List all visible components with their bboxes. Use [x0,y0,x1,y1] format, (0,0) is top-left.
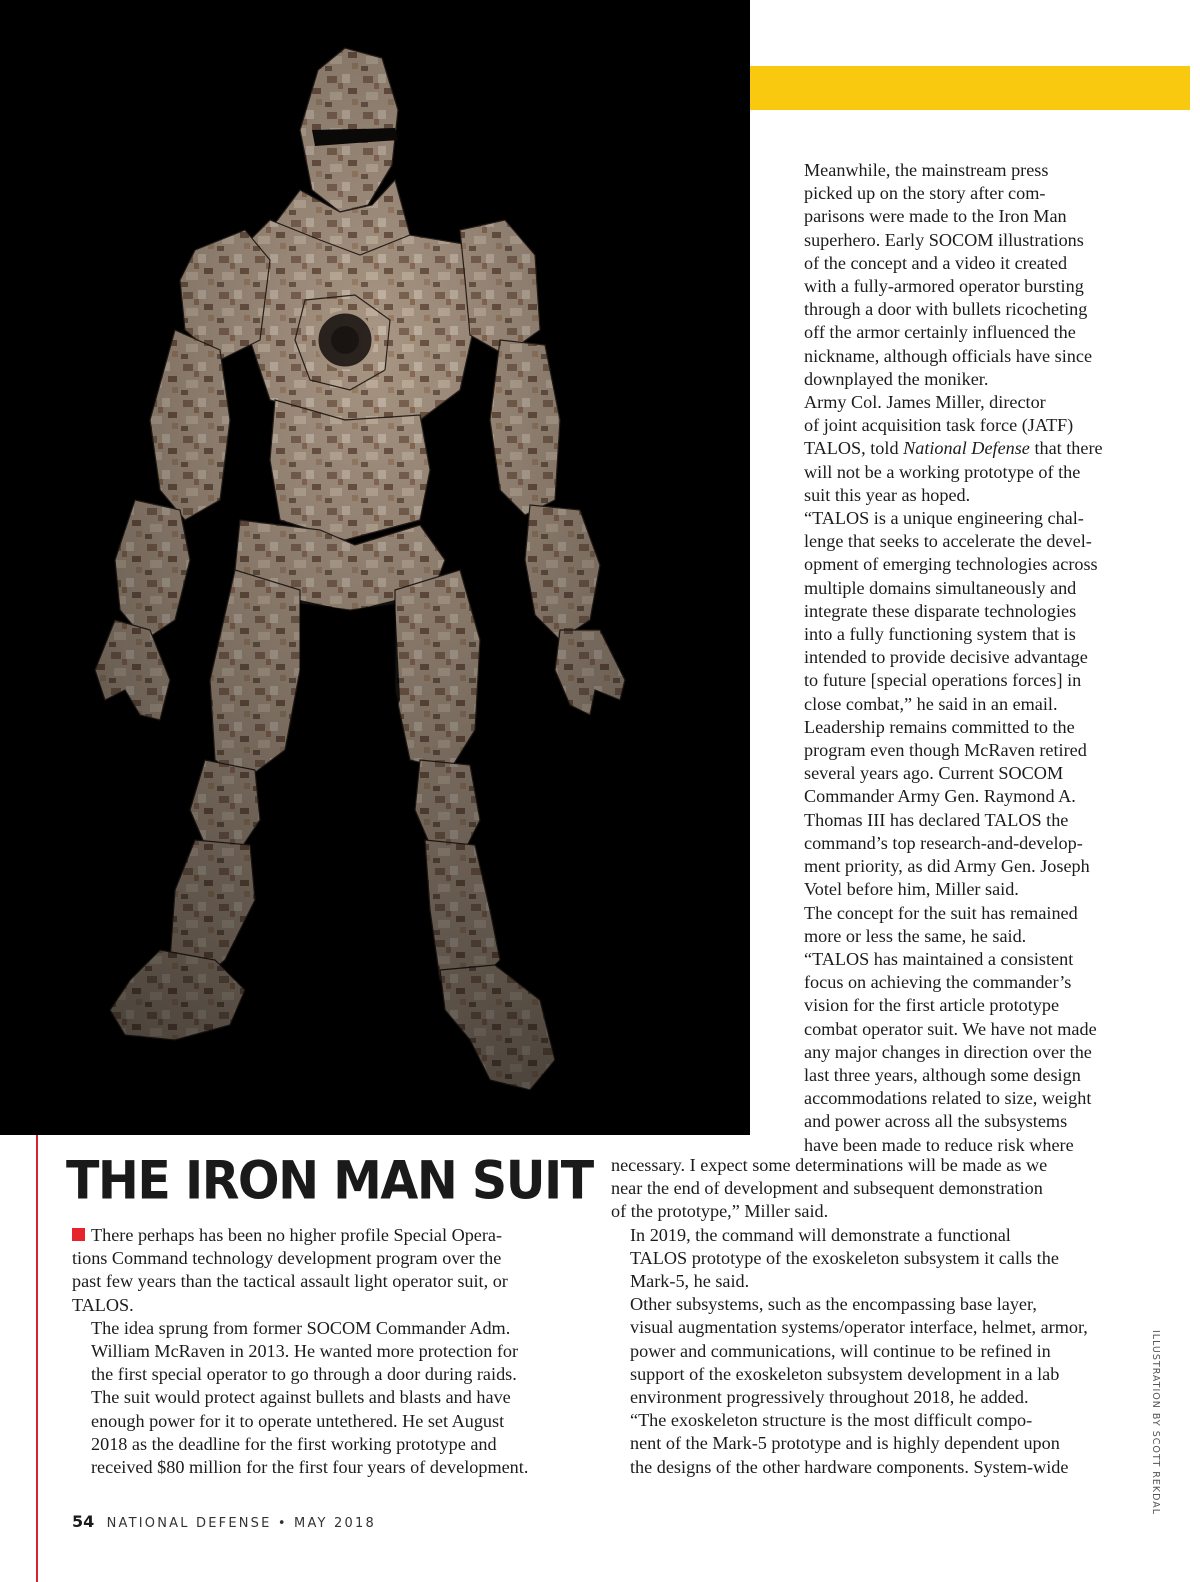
text-line: tions Command technology development program over the [72,1248,502,1269]
text-line: 2018 as the deadline for the first working prototype and [91,1433,497,1454]
text-line: Other subsystems, such as the encompassing base layer, [630,1294,1037,1315]
page-folio [72,1512,376,1531]
text-line: Meanwhile, the mainstream press [804,160,1049,180]
text-line: William McRaven in 2013. He wanted more protection for [91,1341,519,1362]
text-line: of joint acquisition task force (JATF) [804,415,1074,436]
text-line: The idea sprung from former SOCOM Commander Adm. [91,1317,511,1338]
text-line: intended to provide decisive advantage [804,647,1088,668]
right-column-bottom [611,1154,1121,1479]
text-line: ment priority, as did Army Gen. Joseph [804,856,1090,877]
paragraph [611,1224,1121,1294]
text-line: power and communications, will continue to be refined in [630,1340,1051,1361]
paragraph [785,948,1130,1157]
text-line: parisons were made to the Iron Man [804,206,1067,227]
text-line: suit this year as hoped. [804,484,971,505]
text-line: “TALOS is a unique engineering chal- [804,508,1084,529]
paragraph [785,507,1130,716]
text-line: nickname, although officials have since [804,345,1093,366]
text-line: There perhaps has been no higher profile Special Opera- [72,1224,572,1247]
text-line: The concept for the suit has remained [804,902,1078,923]
hero-illustration [0,0,750,1135]
text-line: multiple domains simultaneously and [804,577,1077,598]
text-line: TALOS. [72,1294,134,1315]
paragraph [611,1293,1121,1409]
text-line: program even though McRaven retired [804,740,1087,761]
text-line: several years ago. Current SOCOM [804,763,1064,784]
text-line: the designs of the other hardware components. System-wide [630,1456,1069,1477]
text-line: Army Col. James Miller, director [804,392,1046,413]
text-line: focus on achieving the commander’s [804,972,1072,993]
paragraph [611,1409,1121,1479]
right-column-top [785,159,1130,1157]
text-line: The suit would protect against bullets and blasts and have [91,1387,511,1408]
text-line: with a fully-armored operator bursting [804,276,1084,297]
text-line: necessary. I expect some determinations will be made as we [611,1155,1048,1175]
text-line: environment progressively throughout 2018, he added. [630,1387,1029,1408]
text-line: off the armor certainly influenced the [804,322,1076,343]
text-line: to future [special operations forces] in [804,670,1082,691]
text-line: In 2019, the command will demonstrate a functional [630,1224,1011,1245]
section-accent-bar [750,66,1190,110]
text-line: near the end of development and subsequent demonstration [611,1178,1043,1199]
left-column [72,1224,572,1479]
text-line: into a fully functioning system that is [804,624,1076,645]
publication-name: National Defense [903,438,1030,459]
text-line: last three years, although some design [804,1064,1081,1085]
publication-line: NATIONAL DEFENSE • MAY 2018 [106,1516,376,1531]
text-line: TALOS, told National Defense that there [804,438,1103,459]
text-line: any major changes in direction over the [804,1041,1092,1062]
text-line: combat operator suit. We have not made [804,1018,1097,1039]
text-line: accommodations related to size, weight [804,1088,1092,1109]
text-line: Leadership remains committed to the [804,716,1075,737]
paragraph [72,1224,572,1317]
text-line: visual augmentation systems/operator interface, helmet, armor, [630,1317,1088,1338]
paragraph [72,1317,572,1479]
illustration-credit-text: ILLUSTRATION BY SCOTT REKDAL [1150,1330,1161,1516]
text-line: “TALOS has maintained a consistent [804,948,1074,969]
text-line: lenge that seeks to accelerate the devel- [804,531,1092,552]
text-line: support of the exoskeleton subsystem development in a lab [630,1363,1060,1384]
text-line: received $80 million for the first four years of development. [91,1457,529,1478]
text-line: through a door with bullets ricocheting [804,299,1088,320]
text-line: vision for the first article prototype [804,995,1060,1016]
text-line: Votel before him, Miller said. [804,879,1019,900]
text-line: integrate these disparate technologies [804,600,1077,621]
lead-square-icon [72,1228,85,1241]
text-line: more or less the same, he said. [804,925,1027,946]
text-line: Thomas III has declared TALOS the [804,809,1069,830]
text-line: opment of emerging technologies across [804,554,1098,575]
text-line: the first special operator to go through a door during raids. [91,1364,517,1385]
text-line: picked up on the story after com- [804,183,1046,204]
page-number: 54 [72,1512,95,1531]
text-line: and power across all the subsystems [804,1111,1068,1132]
paragraph [785,391,1130,507]
text-line: will not be a working prototype of the [804,461,1081,482]
article-headline: THE IRON MAN SUIT [66,1150,593,1212]
text-line: downplayed the moniker. [804,368,989,389]
illustration-credit [1145,1330,1165,1516]
text-line: past few years than the tactical assault light operator suit, or [72,1271,508,1292]
text-line: TALOS prototype of the exoskeleton subsystem it calls the [630,1247,1059,1268]
paragraph [611,1154,1121,1224]
text-line: nent of the Mark-5 prototype and is highly dependent upon [630,1433,1060,1454]
text-line: close combat,” he said in an email. [804,693,1058,714]
text-line: have been made to reduce risk where [804,1134,1074,1155]
armored-suit-figure [0,0,750,1135]
paragraph [785,159,1130,391]
text-line: enough power for it to operate untethered. He set August [91,1410,505,1431]
text-line: command’s top research-and-develop- [804,832,1083,853]
text-line: Mark-5, he said. [630,1271,750,1292]
text-line: superhero. Early SOCOM illustrations [804,229,1084,250]
paragraph [785,716,1130,902]
text-line: of the prototype,” Miller said. [611,1201,829,1222]
paragraph [785,902,1130,948]
text-line: of the concept and a video it created [804,252,1068,273]
text-line: Commander Army Gen. Raymond A. [804,786,1076,807]
text-line: “The exoskeleton structure is the most difficult compo- [630,1410,1033,1431]
